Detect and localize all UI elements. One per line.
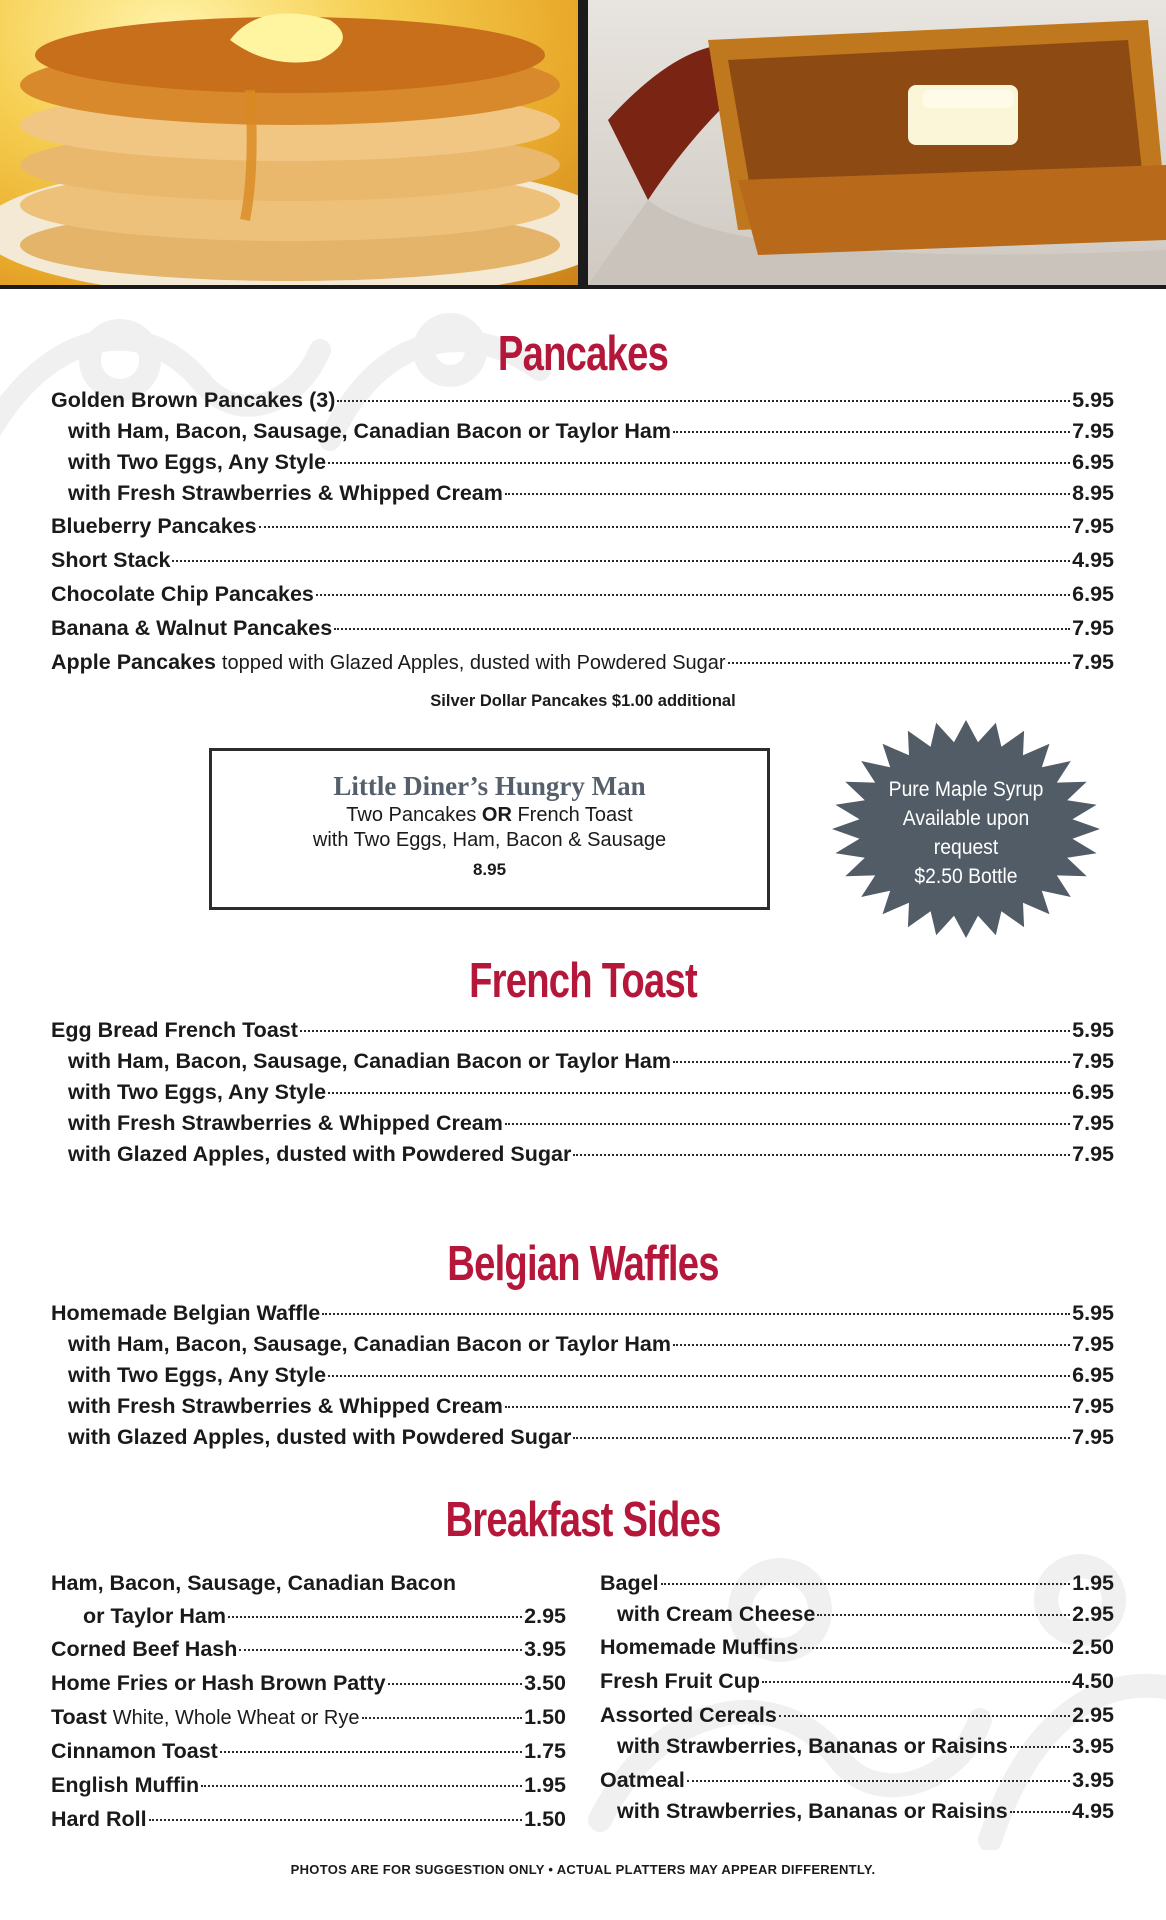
- menu-item: [51, 650, 1114, 684]
- menu-item-price: 6.95: [1072, 450, 1114, 474]
- dot-leader: [322, 1313, 1070, 1315]
- maple-syrup-badge: [832, 720, 1100, 938]
- dot-leader: [762, 1681, 1070, 1683]
- hungry-man-line-2: with Two Eggs, Ham, Bacon & Sausage: [312, 829, 667, 851]
- menu-item-name: Chocolate Chip Pancakes: [51, 582, 314, 606]
- menu-item-name: with Cream Cheese: [617, 1602, 816, 1626]
- hungry-man-title: Little Diner’s Hungry Man: [333, 771, 646, 801]
- dot-leader: [1010, 1811, 1070, 1813]
- menu-item: [51, 548, 1114, 582]
- menu-item: [600, 1602, 1114, 1635]
- maple-syrup-line-4: $2.50 Bottle: [914, 865, 1018, 888]
- menu-item-name: with Fresh Strawberries & Whipped Cream: [68, 1111, 503, 1135]
- menu-item: [600, 1635, 1114, 1669]
- menu-item: [51, 481, 1114, 514]
- dot-leader: [800, 1647, 1070, 1649]
- menu-item-name: Homemade Belgian Waffle: [51, 1301, 321, 1325]
- menu-item: [51, 1111, 1114, 1142]
- menu-item-price: 1.95: [1072, 1571, 1114, 1595]
- hungry-man-line-1: [212, 804, 767, 827]
- menu-item: [51, 1773, 566, 1807]
- menu-item-price: 1.50: [524, 1705, 566, 1729]
- menu-item-name: Toast: [51, 1705, 107, 1729]
- menu-item-description: White, Whole Wheat or Rye: [112, 1707, 360, 1729]
- dot-leader: [728, 662, 1071, 664]
- menu-item: [51, 1049, 1114, 1080]
- menu-item: [51, 1142, 1114, 1173]
- dot-leader: [228, 1616, 522, 1618]
- menu-item-price: 8.95: [1072, 481, 1114, 505]
- dot-leader: [328, 1375, 1070, 1377]
- menu-item-name: with Two Eggs, Any Style: [68, 1363, 327, 1387]
- sides-left-list: [51, 1571, 566, 1841]
- menu-item-price: 2.95: [1072, 1602, 1114, 1626]
- menu-item-name: Banana & Walnut Pancakes: [51, 616, 333, 640]
- menu-item: [51, 1080, 1114, 1111]
- dot-leader: [505, 1406, 1070, 1408]
- menu-item-name: Bagel: [600, 1571, 659, 1595]
- menu-item: [51, 388, 1114, 419]
- dot-leader: [239, 1649, 522, 1651]
- menu-item-price: 2.95: [1072, 1703, 1114, 1727]
- menu-item-name: Blueberry Pancakes: [51, 514, 257, 538]
- menu-item: [51, 616, 1114, 650]
- menu-item-name: Home Fries or Hash Brown Patty: [51, 1671, 386, 1695]
- menu-item-price: 1.50: [524, 1807, 566, 1831]
- menu-item-name: or Taylor Ham: [83, 1604, 226, 1628]
- menu-item: [51, 1739, 566, 1773]
- menu-item-name: Hard Roll: [51, 1807, 147, 1831]
- menu-item-price: 7.95: [1072, 419, 1114, 443]
- waffles-list: [51, 1301, 1114, 1456]
- menu-item-name: with Glazed Apples, dusted with Powdered Sugar: [68, 1425, 572, 1449]
- dot-leader: [573, 1154, 1070, 1156]
- menu-item-price: 7.95: [1072, 616, 1114, 640]
- menu-item-name: Corned Beef Hash: [51, 1637, 238, 1661]
- menu-item-name: with Fresh Strawberries & Whipped Cream: [68, 1394, 503, 1418]
- menu-item: [600, 1571, 1114, 1602]
- hungry-man-box: [209, 748, 770, 910]
- menu-item: [51, 450, 1114, 481]
- dot-leader: [779, 1715, 1070, 1717]
- menu-item-price: 7.95: [1072, 1049, 1114, 1073]
- menu-item: [600, 1799, 1114, 1833]
- menu-item-price: 3.50: [524, 1671, 566, 1695]
- dot-leader: [661, 1583, 1071, 1585]
- menu-item: [51, 1394, 1114, 1425]
- dot-leader: [673, 431, 1070, 433]
- menu-item-name: with Ham, Bacon, Sausage, Canadian Bacon or Taylor Ham: [68, 419, 671, 443]
- dot-leader: [573, 1437, 1070, 1439]
- menu-item-price: 3.95: [1072, 1768, 1114, 1792]
- hungry-man-or: OR: [481, 804, 512, 826]
- menu-item-name: Fresh Fruit Cup: [600, 1669, 761, 1693]
- menu-item-name: with Strawberries, Bananas or Raisins: [617, 1799, 1008, 1823]
- hungry-man-line-1a: Two Pancakes: [346, 804, 482, 826]
- menu-item: [51, 1571, 566, 1604]
- menu-item-price: 7.95: [1072, 650, 1114, 674]
- photo-disclaimer: PHOTOS ARE FOR SUGGESTION ONLY • ACTUAL PLATTERS MAY APPEAR DIFFERENTLY.: [290, 1862, 876, 1877]
- menu-item-price: 6.95: [1072, 582, 1114, 606]
- menu-item-price: 7.95: [1072, 1111, 1114, 1135]
- hungry-man-line-1c: French Toast: [511, 804, 633, 826]
- menu-item-price: 5.95: [1072, 1301, 1114, 1325]
- dot-leader: [673, 1344, 1070, 1346]
- menu-item-price: 4.95: [1072, 1799, 1114, 1823]
- menu-item-price: 7.95: [1072, 1332, 1114, 1356]
- pancakes-list: [51, 388, 1114, 684]
- dot-leader: [316, 594, 1070, 596]
- menu-item-price: 6.95: [1072, 1080, 1114, 1104]
- menu-item-price: 6.95: [1072, 1363, 1114, 1387]
- menu-item-price: 2.95: [524, 1604, 566, 1628]
- menu-item-price: 5.95: [1072, 388, 1114, 412]
- menu-item-name: Golden Brown Pancakes (3): [51, 388, 336, 412]
- menu-item-price: 3.95: [524, 1637, 566, 1661]
- menu-item-name: with Two Eggs, Any Style: [68, 1080, 327, 1104]
- menu-item-price: 2.50: [1072, 1635, 1114, 1659]
- dot-leader: [300, 1030, 1070, 1032]
- menu-item: [51, 419, 1114, 450]
- menu-item-name: Cinnamon Toast: [51, 1739, 218, 1763]
- menu-item: [51, 1604, 566, 1637]
- menu-item-price: 5.95: [1072, 1018, 1114, 1042]
- menu-item: [51, 1425, 1114, 1456]
- menu-item-name: with Glazed Apples, dusted with Powdered Sugar: [68, 1142, 572, 1166]
- menu-item: [600, 1734, 1114, 1768]
- dot-leader: [362, 1717, 523, 1719]
- menu-item-description: topped with Glazed Apples, dusted with Powdered Sugar: [221, 652, 726, 674]
- sides-title: Breakfast Sides: [445, 1493, 721, 1547]
- french-toast-title: French Toast: [469, 954, 697, 1008]
- photo-strip: [0, 0, 1166, 289]
- dot-leader: [149, 1819, 523, 1821]
- menu-item: [51, 514, 1114, 548]
- menu-item-name: Short Stack: [51, 548, 171, 572]
- menu-item-name: with Strawberries, Bananas or Raisins: [617, 1734, 1008, 1758]
- menu-item-name: with Ham, Bacon, Sausage, Canadian Bacon or Taylor Ham: [68, 1332, 671, 1356]
- menu-item-name: Apple Pancakes: [51, 650, 216, 674]
- pancakes-photo: [0, 0, 578, 285]
- pancakes-title: Pancakes: [497, 327, 669, 381]
- menu-item-price: 1.95: [524, 1773, 566, 1797]
- dot-leader: [337, 400, 1070, 402]
- menu-item-price: 7.95: [1072, 514, 1114, 538]
- dot-leader: [505, 1123, 1070, 1125]
- silver-dollar-note: Silver Dollar Pancakes $1.00 additional: [430, 692, 736, 710]
- menu-item: [51, 1705, 566, 1739]
- menu-item-name: Homemade Muffins: [600, 1635, 799, 1659]
- french-toast-list: [51, 1018, 1114, 1173]
- menu-item-name: Assorted Cereals: [600, 1703, 777, 1727]
- menu-item-name: Ham, Bacon, Sausage, Canadian Bacon: [51, 1571, 457, 1595]
- menu-item: [51, 582, 1114, 616]
- maple-syrup-line-1: Pure Maple Syrup: [888, 778, 1044, 801]
- dot-leader: [334, 628, 1070, 630]
- waffles-title: Belgian Waffles: [447, 1237, 719, 1291]
- dot-leader: [172, 560, 1070, 562]
- menu-item: [51, 1671, 566, 1705]
- menu-item-price: 7.95: [1072, 1425, 1114, 1449]
- menu-item-name: Oatmeal: [600, 1768, 685, 1792]
- maple-syrup-line-2: Available upon: [902, 807, 1030, 830]
- menu-item: [51, 1363, 1114, 1394]
- dot-leader: [687, 1780, 1070, 1782]
- menu-item-price: 7.95: [1072, 1142, 1114, 1166]
- dot-leader: [388, 1683, 523, 1685]
- menu-item: [51, 1332, 1114, 1363]
- menu-item-name: with Two Eggs, Any Style: [68, 450, 327, 474]
- menu-item-name: English Muffin: [51, 1773, 200, 1797]
- menu-item-name: Egg Bread French Toast: [51, 1018, 298, 1042]
- dot-leader: [1010, 1746, 1070, 1748]
- menu-item-price: 4.95: [1072, 548, 1114, 572]
- dot-leader: [201, 1785, 522, 1787]
- menu-item: [600, 1703, 1114, 1734]
- dot-leader: [817, 1614, 1070, 1616]
- menu-item: [51, 1018, 1114, 1049]
- menu-item-name: with Fresh Strawberries & Whipped Cream: [68, 481, 503, 505]
- menu-item: [600, 1768, 1114, 1799]
- menu-item: [51, 1301, 1114, 1332]
- menu-item-name: with Ham, Bacon, Sausage, Canadian Bacon or Taylor Ham: [68, 1049, 671, 1073]
- menu-item-price: 7.95: [1072, 1394, 1114, 1418]
- dot-leader: [328, 462, 1070, 464]
- menu-item-price: 4.50: [1072, 1669, 1114, 1693]
- menu-item-price: 3.95: [1072, 1734, 1114, 1758]
- sides-right-list: [600, 1571, 1114, 1833]
- menu-item: [51, 1637, 566, 1671]
- dot-leader: [220, 1751, 522, 1753]
- menu-item: [51, 1807, 566, 1841]
- maple-syrup-line-3: request: [933, 836, 999, 859]
- dot-leader: [259, 526, 1071, 528]
- french-toast-photo: [588, 0, 1166, 285]
- menu-item-price: 1.75: [524, 1739, 566, 1763]
- dot-leader: [328, 1092, 1070, 1094]
- dot-leader: [673, 1061, 1070, 1063]
- hungry-man-price: 8.95: [472, 860, 507, 879]
- dot-leader: [505, 493, 1070, 495]
- menu-item: [600, 1669, 1114, 1703]
- maple-syrup-text: [843, 775, 1090, 891]
